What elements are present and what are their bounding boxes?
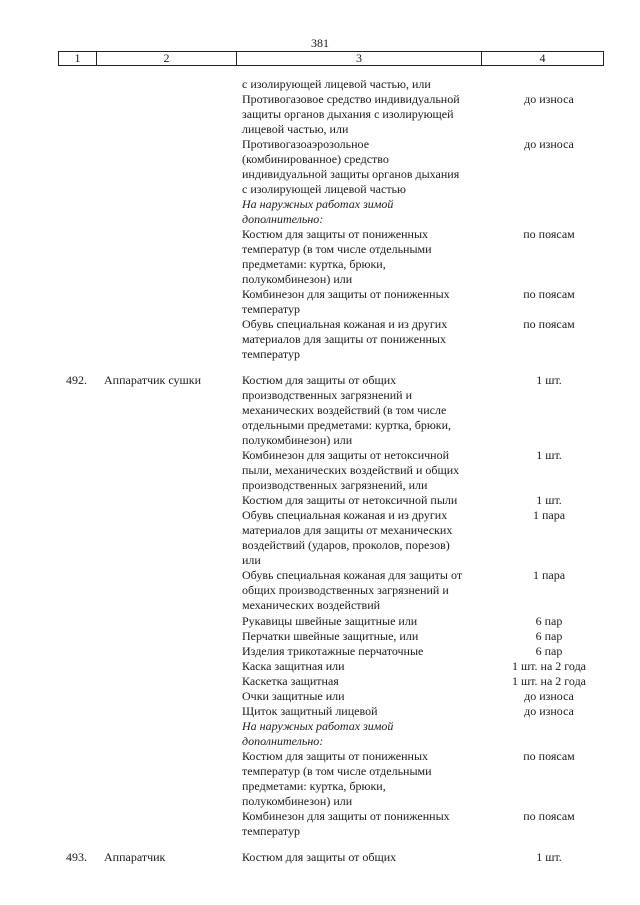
issue-norm: 1 шт. на 2 года — [511, 674, 587, 688]
item-line: пыли, механических воздействий и общих — [242, 463, 460, 477]
item-line: Изделия трикотажные перчаточные — [242, 644, 424, 658]
equipment-item — [242, 287, 492, 317]
issue-norm: до износа — [524, 689, 574, 703]
item-line: Костюм для защиты от нетоксичной пыли — [242, 493, 458, 507]
item-line: Каска защитная или — [242, 659, 345, 673]
equipment-item — [242, 77, 492, 92]
item-line: с изолирующей лицевой частью, или — [242, 77, 431, 91]
equipment-item — [242, 373, 492, 448]
item-line: отдельными предметами: куртка, брюки, — [242, 418, 452, 432]
item-line: Очки защитные или — [242, 689, 345, 703]
item-line: температур — [242, 347, 301, 361]
item-line: температур — [242, 824, 301, 838]
item-line: Костюм для защиты от пониженных — [242, 749, 429, 763]
item-line: температур (в том числе отдельными — [242, 764, 432, 778]
issue-norm: 1 пара — [532, 508, 566, 522]
equipment-item — [242, 568, 492, 613]
item-line: Противогазоаэрозольное — [242, 137, 370, 151]
item-line: с изолирующей лицевой частью — [242, 182, 406, 196]
issue-norm: 1 шт. — [536, 850, 562, 864]
item-line: Щиток защитный лицевой — [242, 704, 378, 718]
item-line: материалов для защиты от пониженных — [242, 332, 446, 346]
issue-norm: 1 шт. — [536, 493, 562, 507]
item-line: общих производственных загрязнений и — [242, 583, 449, 597]
item-line: Комбинезон для защиты от пониженных — [242, 287, 450, 301]
issue-norm: по поясам — [523, 227, 575, 241]
item-line: На наружных работах зимой — [242, 197, 394, 211]
row-number: 493. — [66, 850, 87, 864]
item-line: производственных загрязнений, или — [242, 478, 428, 492]
section-note — [242, 719, 492, 749]
row-number: 492. — [66, 373, 87, 387]
equipment-item — [242, 850, 492, 865]
section-note — [242, 197, 492, 227]
item-line: или — [242, 553, 261, 567]
equipment-item — [242, 704, 492, 719]
equipment-item — [242, 659, 492, 674]
item-line: Перчатки швейные защитные, или — [242, 629, 419, 643]
item-line: Комбинезон для защиты от нетоксичной — [242, 448, 450, 462]
issue-norm: 6 пар — [535, 614, 563, 628]
equipment-item — [242, 317, 492, 362]
equipment-item — [242, 674, 492, 689]
issue-norm: по поясам — [523, 749, 575, 763]
item-line: Каскетка защитная — [242, 674, 339, 688]
item-line: температур — [242, 302, 301, 316]
equipment-item — [242, 614, 492, 629]
issue-norm: 6 пар — [535, 629, 563, 643]
item-line: механических воздействий (в том числе — [242, 403, 447, 417]
issue-norm: по поясам — [523, 317, 575, 331]
column-header-2: 2 — [97, 52, 237, 65]
item-line: индивидуальной защиты органов дыхания — [242, 167, 460, 181]
issue-norm: по поясам — [523, 287, 575, 301]
profession-name: Аппаратчик сушки — [104, 373, 202, 387]
equipment-item — [242, 809, 492, 839]
item-line: материалов для защиты от механических — [242, 523, 453, 537]
equipment-item — [242, 689, 492, 704]
item-line: Обувь специальная кожаная и из других — [242, 317, 448, 331]
issue-norm: 6 пар — [535, 644, 563, 658]
equipment-item — [242, 448, 492, 493]
table-column-header — [58, 51, 604, 66]
item-line: Костюм для защиты от общих — [242, 373, 397, 387]
item-line: воздействий (ударов, проколов, порезов) — [242, 538, 450, 552]
item-line: полукомбинезон) или — [242, 433, 353, 447]
issue-norm: до износа — [524, 137, 574, 151]
column-header-4: 4 — [539, 51, 546, 65]
item-line: предметами: куртка, брюки, — [242, 779, 386, 793]
equipment-item — [242, 508, 492, 568]
issue-norm: до износа — [524, 704, 574, 718]
item-line: Рукавицы швейные защитные или — [242, 614, 418, 628]
item-line: производственных загрязнений и — [242, 388, 413, 402]
item-line: Костюм для защиты от пониженных — [242, 227, 429, 241]
item-line: защиты органов дыхания с изолирующей — [242, 107, 454, 121]
equipment-item — [242, 629, 492, 644]
item-line: лицевой частью, или — [242, 122, 349, 136]
page-number: 381 — [311, 36, 329, 50]
item-line: Костюм для защиты от общих — [242, 850, 397, 864]
item-line: (комбинированное) средство — [242, 152, 389, 166]
item-line: механических воздействий — [242, 598, 381, 612]
item-line: температур (в том числе отдельными — [242, 242, 432, 256]
item-line: предметами: куртка, брюки, — [242, 257, 386, 271]
equipment-item — [242, 92, 492, 137]
item-line: Противогазовое средство индивидуальной — [242, 92, 460, 106]
equipment-item — [242, 749, 492, 809]
equipment-item — [242, 137, 492, 197]
profession-name: Аппаратчик — [104, 850, 166, 864]
item-line: полукомбинезон) или — [242, 272, 353, 286]
issue-norm: до износа — [524, 92, 574, 106]
item-line: полукомбинезон) или — [242, 794, 353, 808]
equipment-item — [242, 227, 492, 287]
issue-norm: 1 шт. на 2 года — [511, 659, 587, 673]
item-line: дополнительно: — [242, 212, 324, 226]
issue-norm: по поясам — [523, 809, 575, 823]
equipment-item — [242, 644, 492, 659]
column-header-1: 1 — [59, 52, 97, 65]
item-line: На наружных работах зимой — [242, 719, 394, 733]
issue-norm: 1 пара — [532, 568, 566, 582]
equipment-item — [242, 493, 492, 508]
item-line: Комбинезон для защиты от пониженных — [242, 809, 450, 823]
issue-norm: 1 шт. — [536, 448, 562, 462]
item-line: дополнительно: — [242, 734, 324, 748]
column-header-3: 3 — [237, 52, 482, 65]
issue-norm: 1 шт. — [536, 373, 562, 387]
item-line: Обувь специальная кожаная и из других — [242, 508, 448, 522]
item-line: Обувь специальная кожаная для защиты от — [242, 568, 463, 582]
